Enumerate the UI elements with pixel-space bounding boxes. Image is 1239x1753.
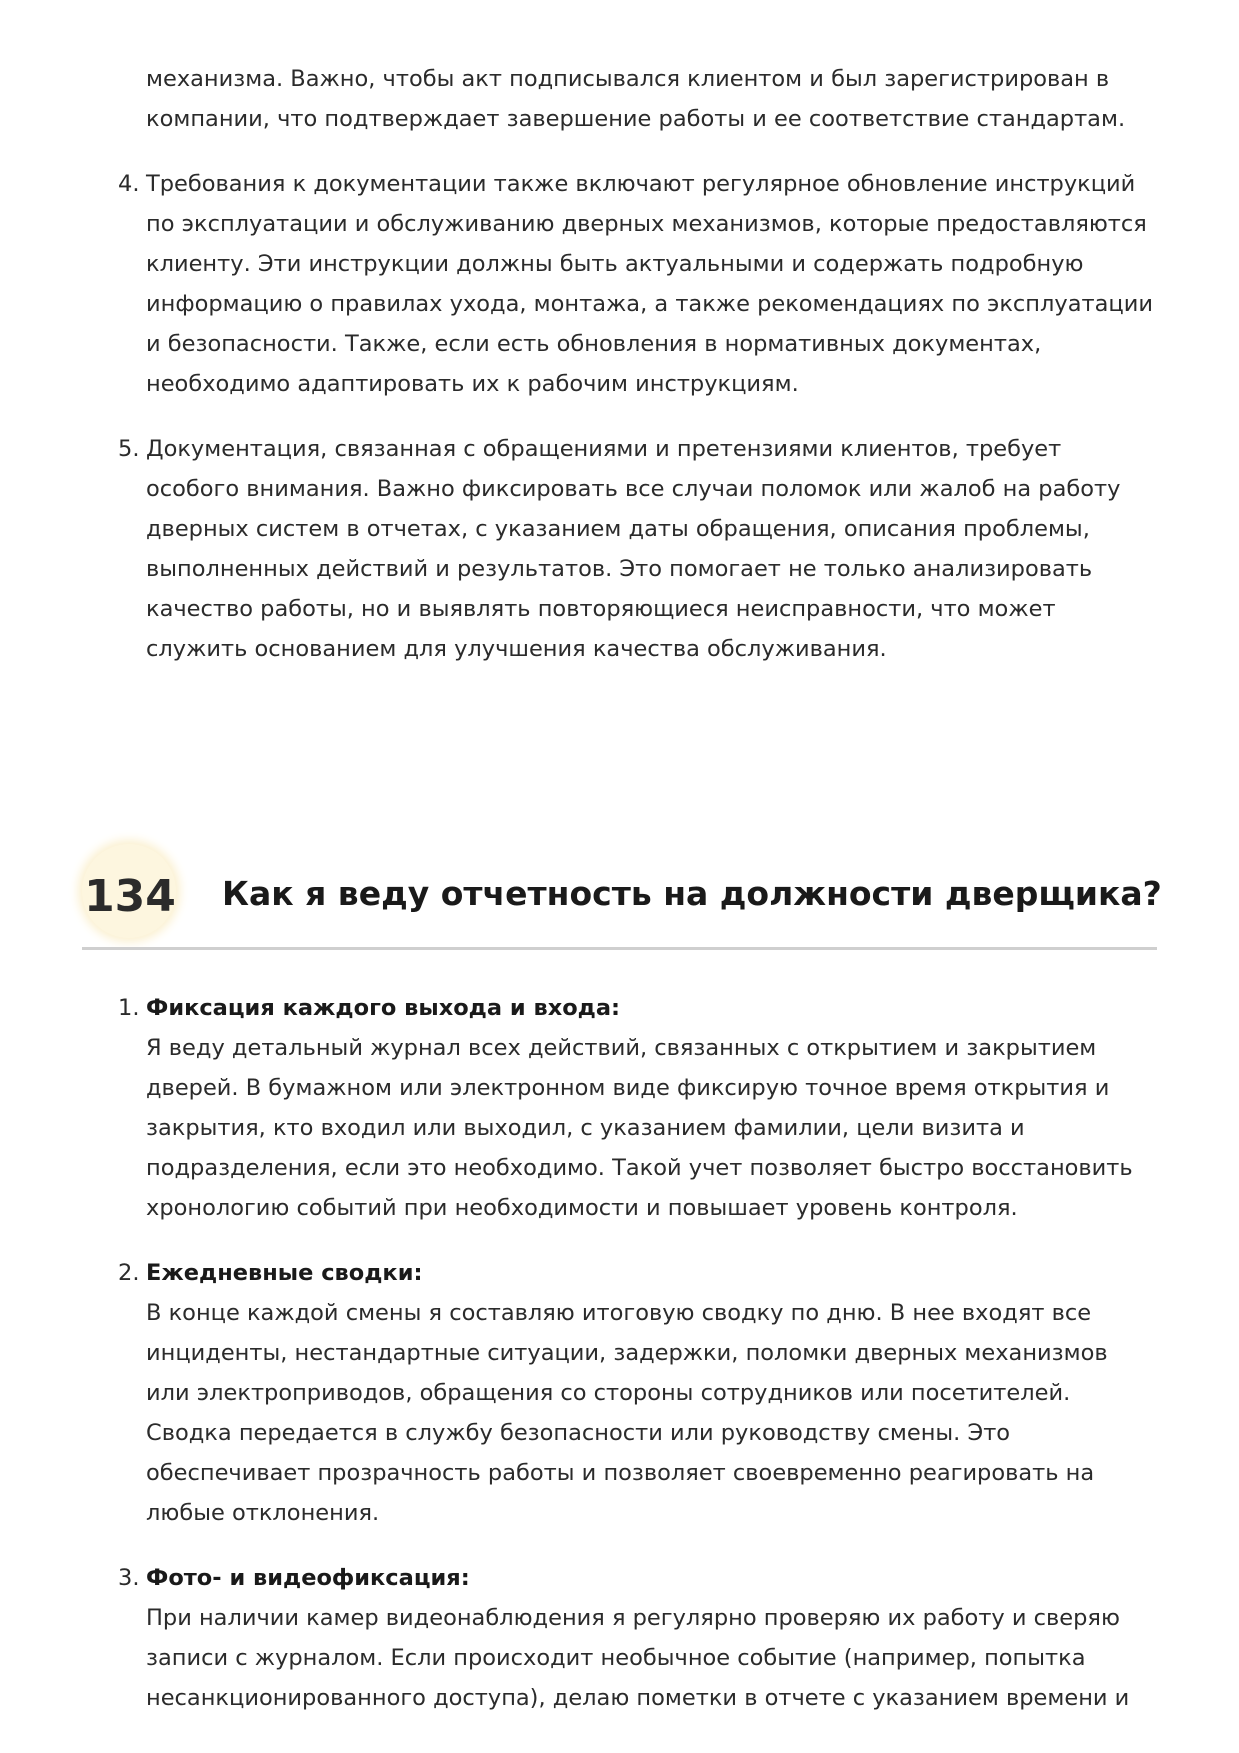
list-item-number: 4. [118,171,140,197]
list-item-number: 1. [118,995,140,1021]
previous-section-list [108,59,1158,694]
list-item-text: При наличии камер видеонаблюдения я регулярно проверяю их работу и сверяю записи с журналом. Если происходит необычное событие (например, попытка несанкционированного доступа), делаю пометки в отчете с указанием времени и [146,1605,1130,1711]
continued-list-item [108,59,1158,139]
section-title: Как я веду отчетность на должности дверщика? [222,874,1162,913]
list-item-text: Требования к документации также включают регулярное обновление инструкций по эксплуатации и обслуживанию дверных механизмов, которые предоставляются клиенту. Эти инструкции должны быть актуальными и содержать подробную информацию о правилах ухода, монтажа, а также рекомендациях по эксплуатации и безопасности. Также, если есть обновления в нормативных документах, необходимо адаптировать их к рабочим инструкциям. [146,171,1153,397]
list-item-text: В конце каждой смены я составляю итоговую сводку по дню. В нее входят все инциденты, нестандартные ситуации, задержки, поломки дверных механизмов или электроприводов, обращения со стороны сотрудников или посетителей. Сводка передается в службу безопасности или руководству смены. Это обеспечивает прозрачность работы и позволяет своевременно реагировать на любые отклонения. [146,1300,1108,1526]
list-item [108,988,1158,1228]
list-item-text: Я веду детальный журнал всех действий, связанных с открытием и закрытием дверей. В бумажном или электронном виде фиксирую точное время открытия и закрытия, кто входил или выходил, с указанием фамилии, цели визита и подразделения, если это необходимо. Такой учет позволяет быстро восстановить хронологию событий при необходимости и повышает уровень контроля. [146,1035,1133,1221]
section-answer-list [108,988,1158,1743]
list-item [108,1253,1158,1533]
continued-item-text: механизма. Важно, чтобы акт подписывался клиентом и был зарегистрирован в компании, что подтверждает завершение работы и ее соответствие стандартам. [146,66,1126,132]
list-item-title: Фиксация каждого выхода и входа: [146,995,621,1021]
list-item-title: Ежедневные сводки: [146,1260,423,1286]
list-item-number: 3. [118,1565,140,1591]
list-item [108,1558,1158,1718]
list-item-number: 5. [118,436,140,462]
list-item-title: Фото- и видеофиксация: [146,1565,470,1591]
section-header [82,838,1162,956]
list-item [108,164,1158,404]
section-divider [82,947,1157,950]
list-item-number: 2. [118,1260,140,1286]
list-item [108,429,1158,669]
list-item-text: Документация, связанная с обращениями и претензиями клиентов, требует особого внимания. Важно фиксировать все случаи поломок или жалоб на работу дверных систем в отчетах, с указанием даты обращения, описания проблемы, выполненных действий и результатов. Это помогает не только анализировать качество работы, но и выявлять повторяющиеся неисправности, что может служить основанием для улучшения качества обслуживания. [146,436,1121,662]
section-number: 134 [84,871,176,922]
